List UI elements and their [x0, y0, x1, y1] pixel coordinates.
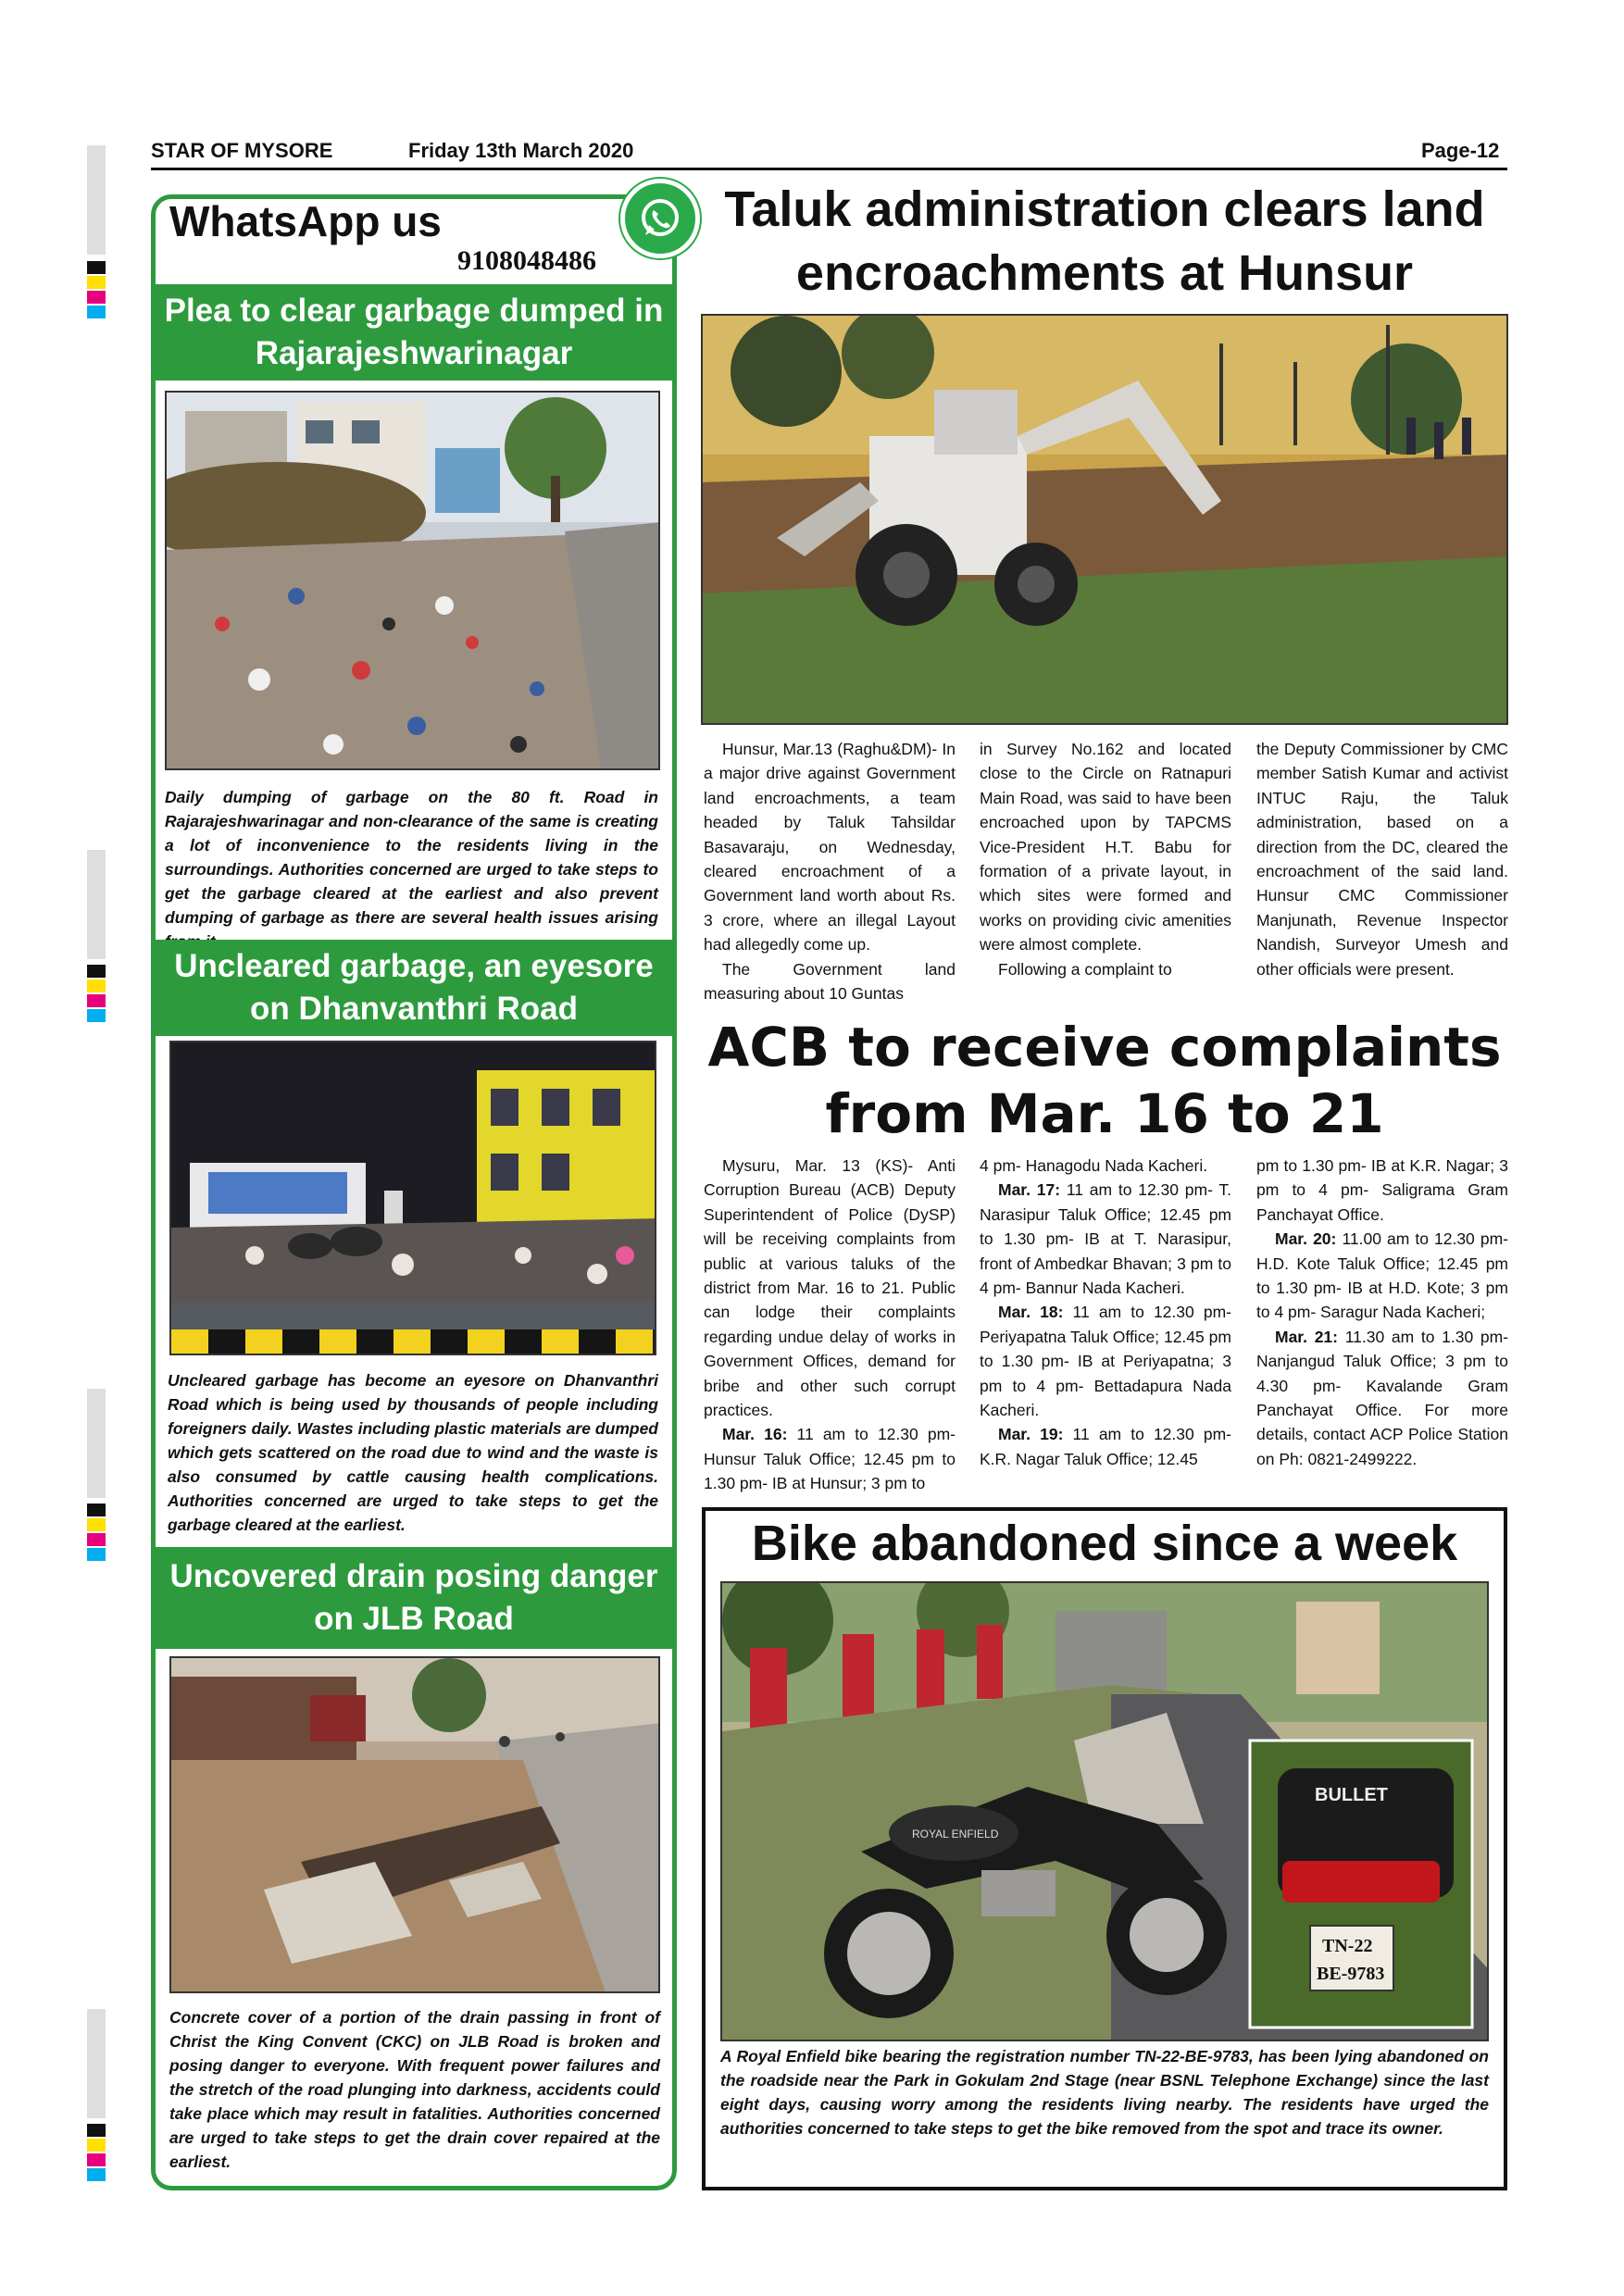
story-jlb-road-caption: Concrete cover of a portion of the drain passing in front of Christ the King Convent (CKC) on JLB Road is broken and posing danger to everyone. With frequent power failures and the stretch of the road plunging into darkness, accidents could take place which may result in fatalities. Authorities concerned are urged to take steps to get the drain cover repaired at the earliest.: [169, 2008, 660, 2171]
whatsapp-icon: [620, 179, 700, 258]
acb-body-col-3: pm to 1.30 pm- IB at K.R. Nagar; 3 pm to 4 pm- Saligrama Gram Panchayat Office. Mar. 20: 11.00 am to 12.30 pm- H.D. Kote Taluk Office; 12.45 pm to 1.30 pm- IB at H.D. Kote; 3 pm to 4 pm- Saragur Nada Kacheri; Mar. 21: 11.30 am to 1.30 pm- Nanjangud Taluk Office; 3 pm to 4.30 pm- Kavalande Gram Panchayat Office. For more details, contact ACP Police Station on Ph: 0821-2499222.: [1256, 1156, 1508, 1468]
acb-body-col-2: 4 pm- Hanagodu Nada Kacheri. Mar. 17: 11 am to 12.30 pm- T. Narasipur Taluk Office; 12.45 pm to 1.30 pm- IB at T. Narasipur, front of Ambedkar Bhavan; 3 pm to 4 pm- Bannur Nada Kacheri. Mar. 18: 11 am to 12.30 pm- Periyapatna Taluk Office; 12.45 pm to 1.30 pm- IB at Periyapatna; 3 pm to 4 pm- Bettadapura Nada Kacheri. Mar. 19: 11 am to 12.30 pm- K.R. Nagar Taluk Office; 12.45: [980, 1156, 1231, 1468]
photo-jcb-clearing-land: [701, 314, 1508, 725]
masthead-date: Friday 13th March 2020: [408, 139, 634, 162]
photo-garbage-rajarajeshwarinagar: [165, 391, 660, 770]
acb-headline: ACB to receive complaints from Mar. 16 to 21: [707, 1016, 1502, 1145]
bike-plate-line-1: TN-22: [1322, 1936, 1373, 1956]
whatsapp-number: 9108048486: [457, 245, 596, 276]
bike-bullet-badge: BULLET: [1315, 1785, 1388, 1805]
bike-caption: A Royal Enfield bike bearing the registration number TN-22-BE-9783, has been lying abandoned on the roadside near the Park in Gokulam 2nd Stage (near BSNL Telephone Exchange) since the last eight days, causing worry among the residents living nearby. The residents have urged the authorities concerned to take steps to get the bike removed from the spot and trace its owner.: [720, 2047, 1489, 2138]
page-number: Page-12: [1421, 139, 1500, 162]
bike-tank-brand: ROYAL ENFIELD: [912, 1828, 999, 1841]
header-rule: [151, 168, 1507, 170]
bike-plate-line-2: BE-9783: [1317, 1964, 1385, 1984]
acb-body-col-1: Mysuru, Mar. 13 (KS)- Anti Corruption Bureau (ACB) Deputy Superintendent of Police (DySP) will be receiving complaints from public at various taluks of the district from Mar. 16 to 21. Public can lodge their complaints regarding undue delay of works in Government Offices, demand for bribe and other such corrupt practices. Mar. 16: 11 am to 12.30 pm- Hunsur Taluk Office; 12.45 pm to 1.30 pm- IB at Hunsur; 3 pm to: [704, 1156, 956, 1493]
photo-abandoned-bike: [720, 1581, 1489, 2041]
bike-headline: Bike abandoned since a week: [751, 1516, 1458, 1571]
photo-garbage-dhanvanthri-road: [169, 1041, 656, 1355]
taluk-headline: Taluk administration clears land encroachments at Hunsur: [724, 181, 1485, 301]
story-dhanvanthri-headline: Uncleared garbage, an eyesore on Dhanvanthri Road: [154, 940, 674, 1036]
story-rajarajeshwarinagar-caption: Daily dumping of garbage on the 80 ft. Road in Rajarajeshwarinagar and non-clearance of the same is creating a lot of inconvenience to the residents living in the surroundings. Authorities concerned are urged to take steps to get the garbage cleared at the earliest and also prevent dumping of garbage as there are several health issues arising: [165, 788, 658, 927]
masthead-paper-name: STAR OF MYSORE: [151, 139, 333, 162]
photo-drain-jlb-road: [169, 1656, 660, 1993]
taluk-body-col-2: in Survey No.162 and located close to the Circle on Ratnapuri Main Road, was said to have been encroached upon by TAPCMS Vice-President H.T. Babu for formation of a private layout, in which sites were formed and works on providing civic amenities were almost complete. Following a complaint to: [980, 740, 1231, 979]
taluk-body-col-3: the Deputy Commissioner by CMC member Satish Kumar and activist INTUC Raju, the Taluk administration, based on a direction from the DC, cleared the encroachment of the said land. Hunsur CMC Commissioner Manjunath, Revenue Inspector Nandish, Surveyor Umesh and other officials were present.: [1256, 740, 1508, 979]
taluk-body-col-1: Hunsur, Mar.13 (Raghu&DM)- In a major drive against Government land encroachments, a team headed by Taluk Tahsildar Basavaraju, on Wednesday, cleared encroachment of a Government land worth about Rs. 3 crore, where an illegal Layout had allegedly come up. The Government land measuring about 10 Guntas: [704, 740, 956, 1004]
story-rajarajeshwarinagar-headline: Plea to clear garbage dumped in Rajarajeshwarinagar: [154, 284, 674, 381]
whatsapp-title: WhatsApp us: [169, 197, 442, 245]
story-dhanvanthri-caption: Uncleared garbage has become an eyesore on Dhanvanthri Road which is being used by thousands of people including foreigners daily. Wastes including plastic materials are dumped which gets scattered on the road due to wind and the waste is also consumed by cattle causing health complications. Authorities concerned are urged to take steps to get the garbage cleared at the earliest.: [168, 1371, 658, 1534]
story-jlb-road-headline: Uncovered drain posing danger on JLB Road: [154, 1547, 674, 1649]
